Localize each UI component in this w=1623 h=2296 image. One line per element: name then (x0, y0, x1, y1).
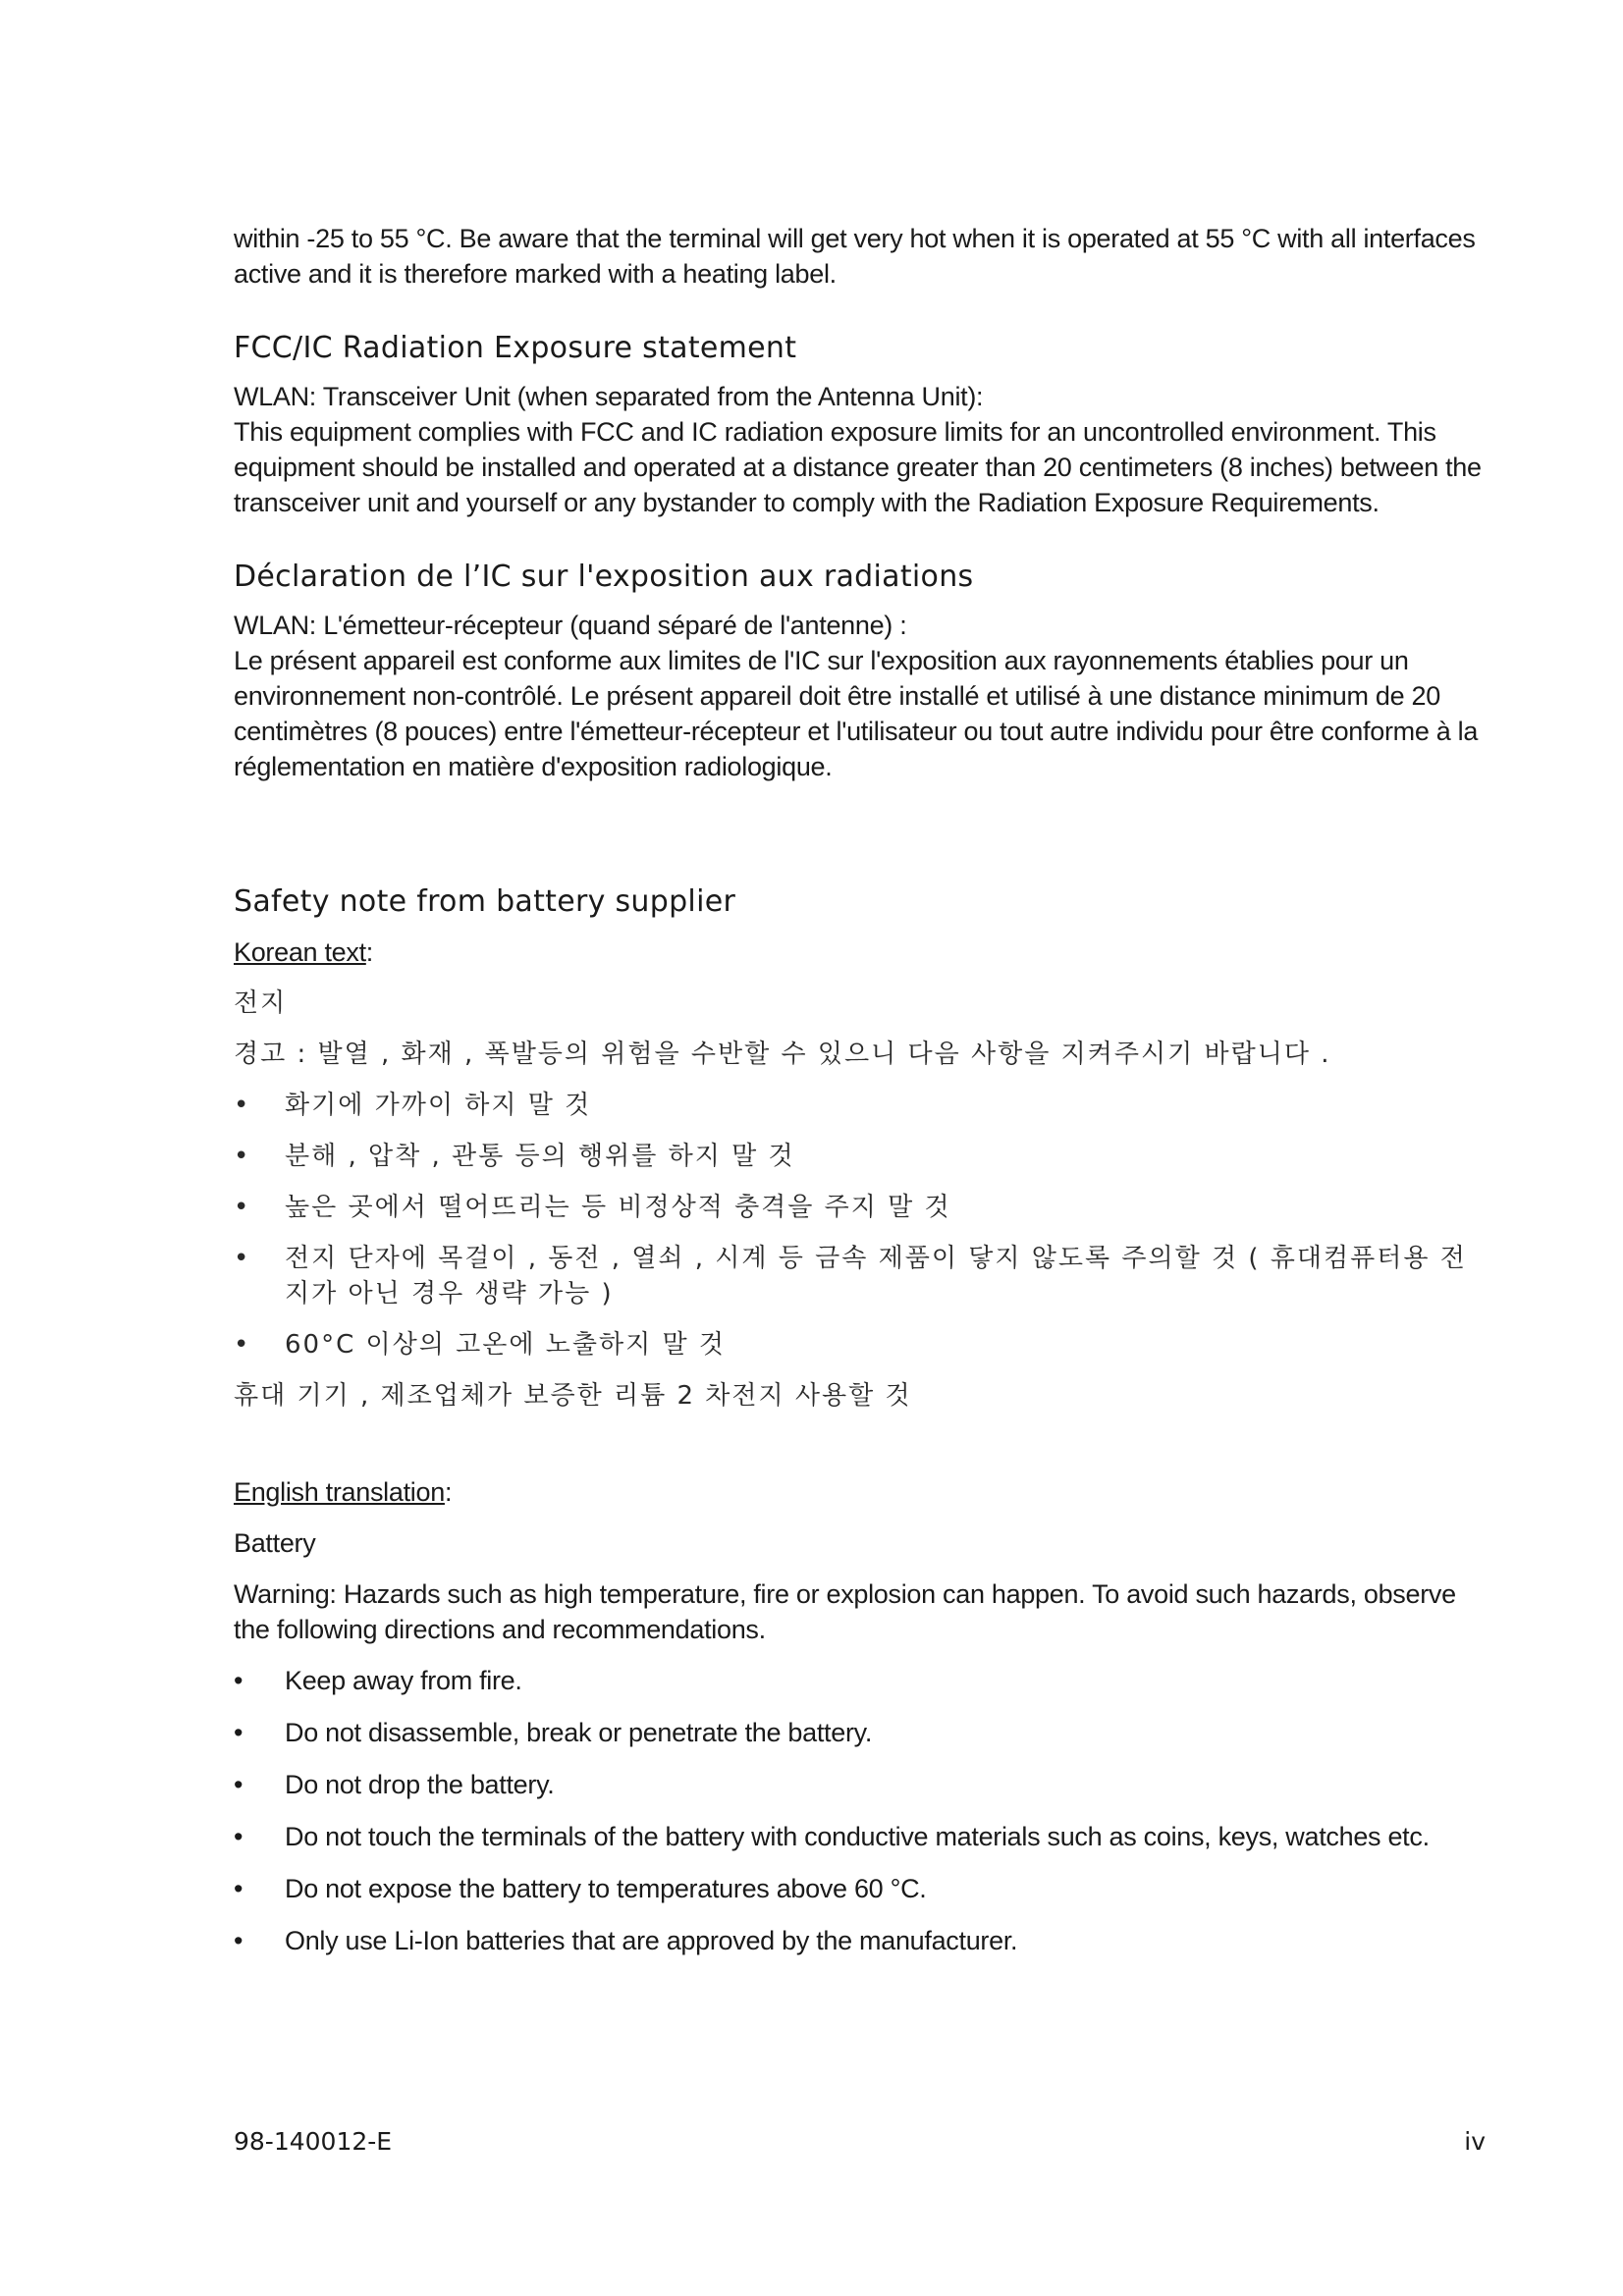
page-number: iv (1464, 2127, 1486, 2156)
list-item: • Only use Li-Ion batteries that are approved by the manufacturer. (234, 1923, 1486, 1958)
list-item: • 높은 곳에서 떨어뜨리는 등 비정상적 충격을 주지 말 것 (234, 1190, 1486, 1225)
intro-paragraph: within -25 to 55 °C. Be aware that the terminal will get very hot when it is operated at 55 °C with all interfaces active and it is therefore marked with a heating label. (234, 224, 1476, 289)
bullet-icon: • (234, 1666, 243, 1695)
bullet-icon: • (234, 1770, 243, 1799)
bullet-icon: • (234, 1718, 243, 1747)
safety-heading: Safety note from battery supplier (234, 884, 736, 919)
list-item: • Do not touch the terminals of the battery with conductive materials such as coins, keys, watches etc. (234, 1819, 1486, 1854)
document-id: 98-140012-E (234, 2127, 393, 2156)
english-title: Battery (234, 1528, 316, 1558)
fr-body: Le présent appareil est conforme aux limites de l'IC sur l'exposition aux rayonnements établies pour un environnement non-contrôlé. Le présent appareil doit être installé et utilisé à une distance minimum de 20 centimètres (8 pouces) entre l'émetteur-récepteur et l'utilisateur ou tout autre individu pour être conforme à la réglementation en matière d'exposition radiologique. (234, 646, 1479, 781)
bullet-icon: • (234, 1874, 243, 1903)
fcc-body: This equipment complies with FCC and IC radiation exposure limits for an uncontrolled environment. This equipment should be installed and operated at a distance greater than 20 centimeters (8 inches) between the transceiver unit and yourself or any bystander to comply with the Radiation Exposure Requirements. (234, 417, 1482, 517)
korean-warning: 경고 : 발열 , 화재 , 폭발등의 위험을 수반할 수 있으니 다음 사항을 지켜주시기 바랍니다 . (234, 1040, 1331, 1069)
page-footer (234, 2127, 1486, 2156)
bullet-icon: • (234, 1142, 251, 1171)
list-item: • 전지 단자에 목걸이 , 동전 , 열쇠 , 시계 등 금속 제품이 닿지 않도록 주의할 것 ( 휴대컴퓨터용 전지가 아닌 경우 생략 가능 ) (234, 1241, 1486, 1311)
bullet-icon: • (234, 1193, 251, 1222)
bullet-icon: • (234, 1926, 243, 1955)
korean-label: Korean text: (234, 937, 373, 967)
fr-heading: Déclaration de l’IC sur l'exposition aux radiations (234, 560, 974, 594)
document-page (234, 221, 1486, 1958)
fr-wlan-line: WLAN: L'émetteur-récepteur (quand séparé de l'antenne) : (234, 611, 907, 640)
korean-title: 전지 (234, 988, 288, 1018)
list-item: • 60°C 이상의 고온에 노출하지 말 것 (234, 1327, 1486, 1362)
english-list (234, 1663, 1486, 1958)
fcc-heading: FCC/IC Radiation Exposure statement (234, 331, 797, 365)
bullet-icon: • (234, 1330, 251, 1360)
bullet-icon: • (234, 1091, 251, 1120)
english-warning: Warning: Hazards such as high temperature, fire or explosion can happen. To avoid such hazards, observe the following directions and recommendations. (234, 1579, 1456, 1644)
english-label: English translation: (234, 1477, 453, 1507)
korean-last-line: 휴대 기기 , 제조업체가 보증한 리튬 2 차전지 사용할 것 (234, 1381, 912, 1411)
list-item: • Keep away from fire. (234, 1663, 1486, 1698)
list-item: • Do not disassemble, break or penetrate the battery. (234, 1715, 1486, 1750)
bullet-icon: • (234, 1822, 243, 1851)
list-item: • Do not drop the battery. (234, 1767, 1486, 1802)
list-item: • 분해 , 압착 , 관통 등의 행위를 하지 말 것 (234, 1139, 1486, 1174)
korean-list (234, 1088, 1486, 1362)
list-item: • 화기에 가까이 하지 말 것 (234, 1088, 1486, 1123)
list-item: • Do not expose the battery to temperatures above 60 °C. (234, 1871, 1486, 1906)
fcc-wlan-line: WLAN: Transceiver Unit (when separated from the Antenna Unit): (234, 382, 984, 411)
bullet-icon: • (234, 1244, 251, 1273)
